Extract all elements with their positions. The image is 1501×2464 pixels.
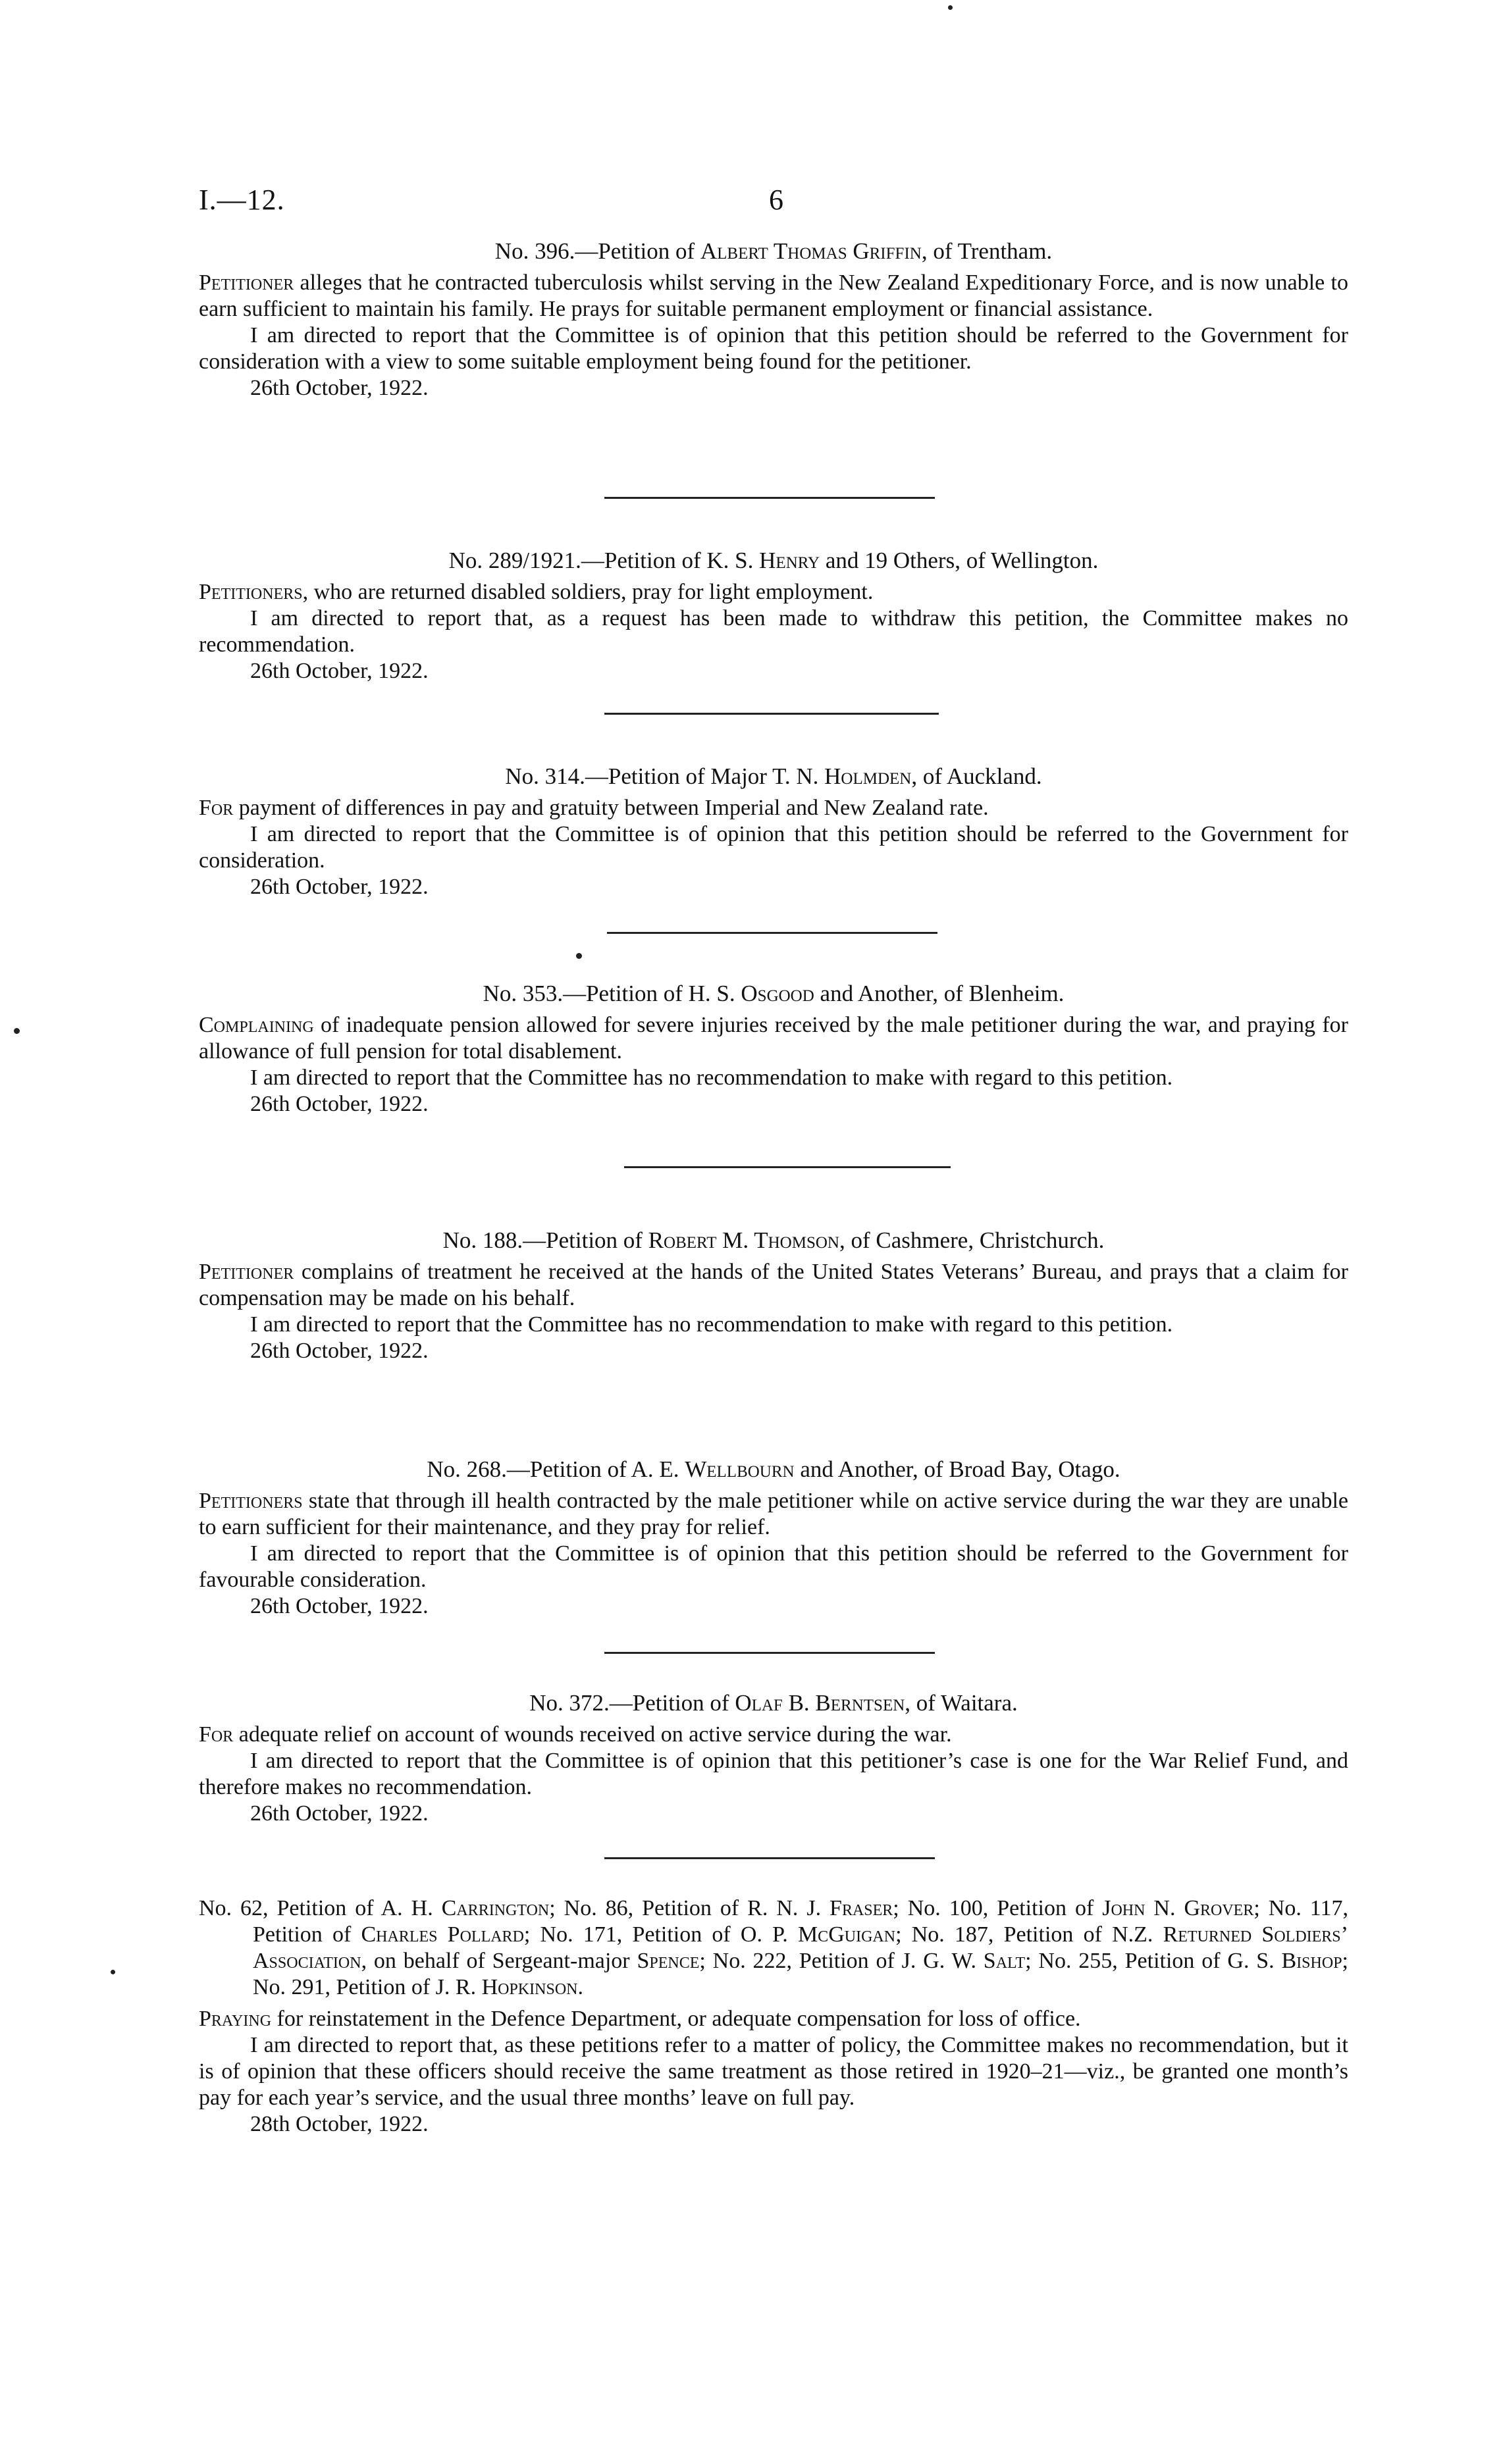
document-reference: I.—12. (199, 184, 285, 216)
committee-report: I am directed to report that the Committee has no recommendation to make with regard to this petition. (250, 1065, 1173, 1090)
petition-372 (199, 1690, 1348, 1827)
report-date: 26th October, 1922. (250, 875, 429, 899)
list-item: No. 291, Petition of J. R. Hopkinson. (253, 1975, 583, 1999)
petitioner-name: Osgood (741, 981, 814, 1006)
petitioner-name: Holmden (824, 763, 912, 789)
report-date: 26th October, 1922. (250, 659, 429, 683)
section-divider (607, 932, 937, 934)
section-divider (604, 1652, 935, 1654)
petition-title: No. 372.—Petition of Olaf B. Berntsen, of Waitara. (529, 1690, 1018, 1716)
petition-289 (199, 548, 1348, 684)
section-divider (604, 497, 935, 499)
committee-report: I am directed to report that the Committee is of opinion that this petition should be referred to the Government for favourable consideration. (199, 1541, 1348, 1592)
list-item: No. 255, Petition of G. S. Bishop; (1038, 1949, 1348, 1973)
report-date: 28th October, 1922. (250, 2112, 429, 2136)
combined-petitions (199, 1895, 1348, 2138)
petition-title: No. 289/1921.—Petition of K. S. Henry and 19 Others, of Wellington. (448, 548, 1099, 573)
petitioner-name: Henry (759, 548, 820, 573)
report-date: 26th October, 1922. (250, 1339, 429, 1363)
committee-report: I am directed to report that the Committee has no recommendation to make with regard to this petition. (250, 1312, 1173, 1337)
report-date: 26th October, 1922. (250, 376, 429, 400)
petition-body: Praying for reinstatement in the Defence Department, or adequate compensation for loss of office. (199, 2007, 1081, 2031)
petition-body: Petitioners state that through ill health contracted by the male petitioner while on active service during the war they are unable to earn sufficient for their maintenance, and they pray for relief. (199, 1489, 1348, 1539)
petition-body: Petitioner complains of treatment he received at the hands of the United States Veterans’ Bureau, and prays that a claim for compensation may be made on his behalf. (199, 1260, 1348, 1310)
petitioner-name: Wellbourn (685, 1456, 795, 1482)
petitioner-name: Robert M. Thomson (648, 1227, 839, 1253)
committee-report: I am directed to report that the Committee is of opinion that this petition should be referred to the Government for consideration. (199, 822, 1348, 873)
list-item: Spence; (637, 1949, 713, 1973)
petitioner-name: Olaf B. Berntsen (735, 1690, 905, 1716)
petition-title: No. 314.—Petition of Major T. N. Holmden, of Auckland. (505, 763, 1042, 789)
section-divider (604, 713, 939, 715)
petition-body: Complaining of inadequate pension allowed for severe injuries received by the male petitioner during the war, and praying for allowance of full pension for total disablement. (199, 1013, 1348, 1064)
list-item: No. 62, Petition of A. H. Carrington; (199, 1896, 564, 1920)
petition-title: No. 353.—Petition of H. S. Osgood and Another, of Blenheim. (483, 981, 1065, 1006)
report-date: 26th October, 1922. (250, 1092, 429, 1116)
report-date: 26th October, 1922. (250, 1594, 429, 1618)
petition-body: For payment of differences in pay and gratuity between Imperial and New Zealand rate. (199, 796, 989, 820)
petition-list (199, 1895, 1348, 2001)
page-header (0, 183, 1501, 229)
report-date: 26th October, 1922. (250, 1801, 429, 1826)
section-divider (604, 1857, 935, 1859)
list-item: No. 187, Petition of N.Z. Returned Soldiers’ Association, on behalf of Sergeant-major (253, 1922, 1348, 1973)
petition-body: For adequate relief on account of wounds received on active service during the war. (199, 1722, 952, 1747)
petition-title: No. 188.—Petition of Robert M. Thomson, of Cashmere, Christchurch. (442, 1227, 1105, 1253)
list-item: No. 222, Petition of J. G. W. Salt; (712, 1949, 1039, 1973)
committee-report: I am directed to report that, as a request has been made to withdraw this petition, the Committee makes no recommendation. (199, 606, 1348, 657)
petition-188 (199, 1227, 1348, 1364)
petition-title: No. 396.—Petition of Albert Thomas Griffin, of Trentham. (494, 238, 1053, 264)
committee-report: I am directed to report that the Committee is of opinion that this petitioner’s case is one for the War Relief Fund, and therefore makes no recommendation. (199, 1749, 1348, 1799)
petition-body: Petitioners, who are returned disabled soldiers, pray for light employment. (199, 580, 874, 604)
petition-268 (199, 1456, 1348, 1620)
page-number: 6 (769, 184, 783, 216)
list-item: No. 86, Petition of R. N. J. Fraser; (564, 1896, 908, 1920)
petition-314 (199, 763, 1348, 900)
section-divider (624, 1166, 951, 1168)
petition-353 (199, 981, 1348, 1117)
list-item: No. 171, Petition of O. P. McGuigan; (540, 1922, 912, 1947)
petition-body: Petitioner alleges that he contracted tuberculosis whilst serving in the New Zealand Expeditionary Force, and is now unable to earn sufficient to maintain his family. He prays for suitable permanent employment or financial assistance. (199, 270, 1348, 321)
petitioner-name: Albert Thomas Griffin (700, 238, 922, 264)
list-item: No. 117, Petition of Charles Pollard; (253, 1896, 1349, 1947)
committee-report: I am directed to report that, as these petitions refer to a matter of policy, the Committee makes no recommendation, but it is of opinion that these officers should receive the same treatment as those retired in 1920–21—viz., be granted one month’s pay for each year’s service, and the usual three months’ leave on full pay. (199, 2033, 1348, 2110)
list-item: No. 100, Petition of John N. Grover; (907, 1896, 1269, 1920)
petition-396 (199, 238, 1348, 401)
petition-title: No. 268.—Petition of A. E. Wellbourn and Another, of Broad Bay, Otago. (427, 1456, 1120, 1482)
committee-report: I am directed to report that the Committee is of opinion that this petition should be referred to the Government for consideration with a view to some suitable employment being found for the petitioner. (199, 323, 1348, 374)
